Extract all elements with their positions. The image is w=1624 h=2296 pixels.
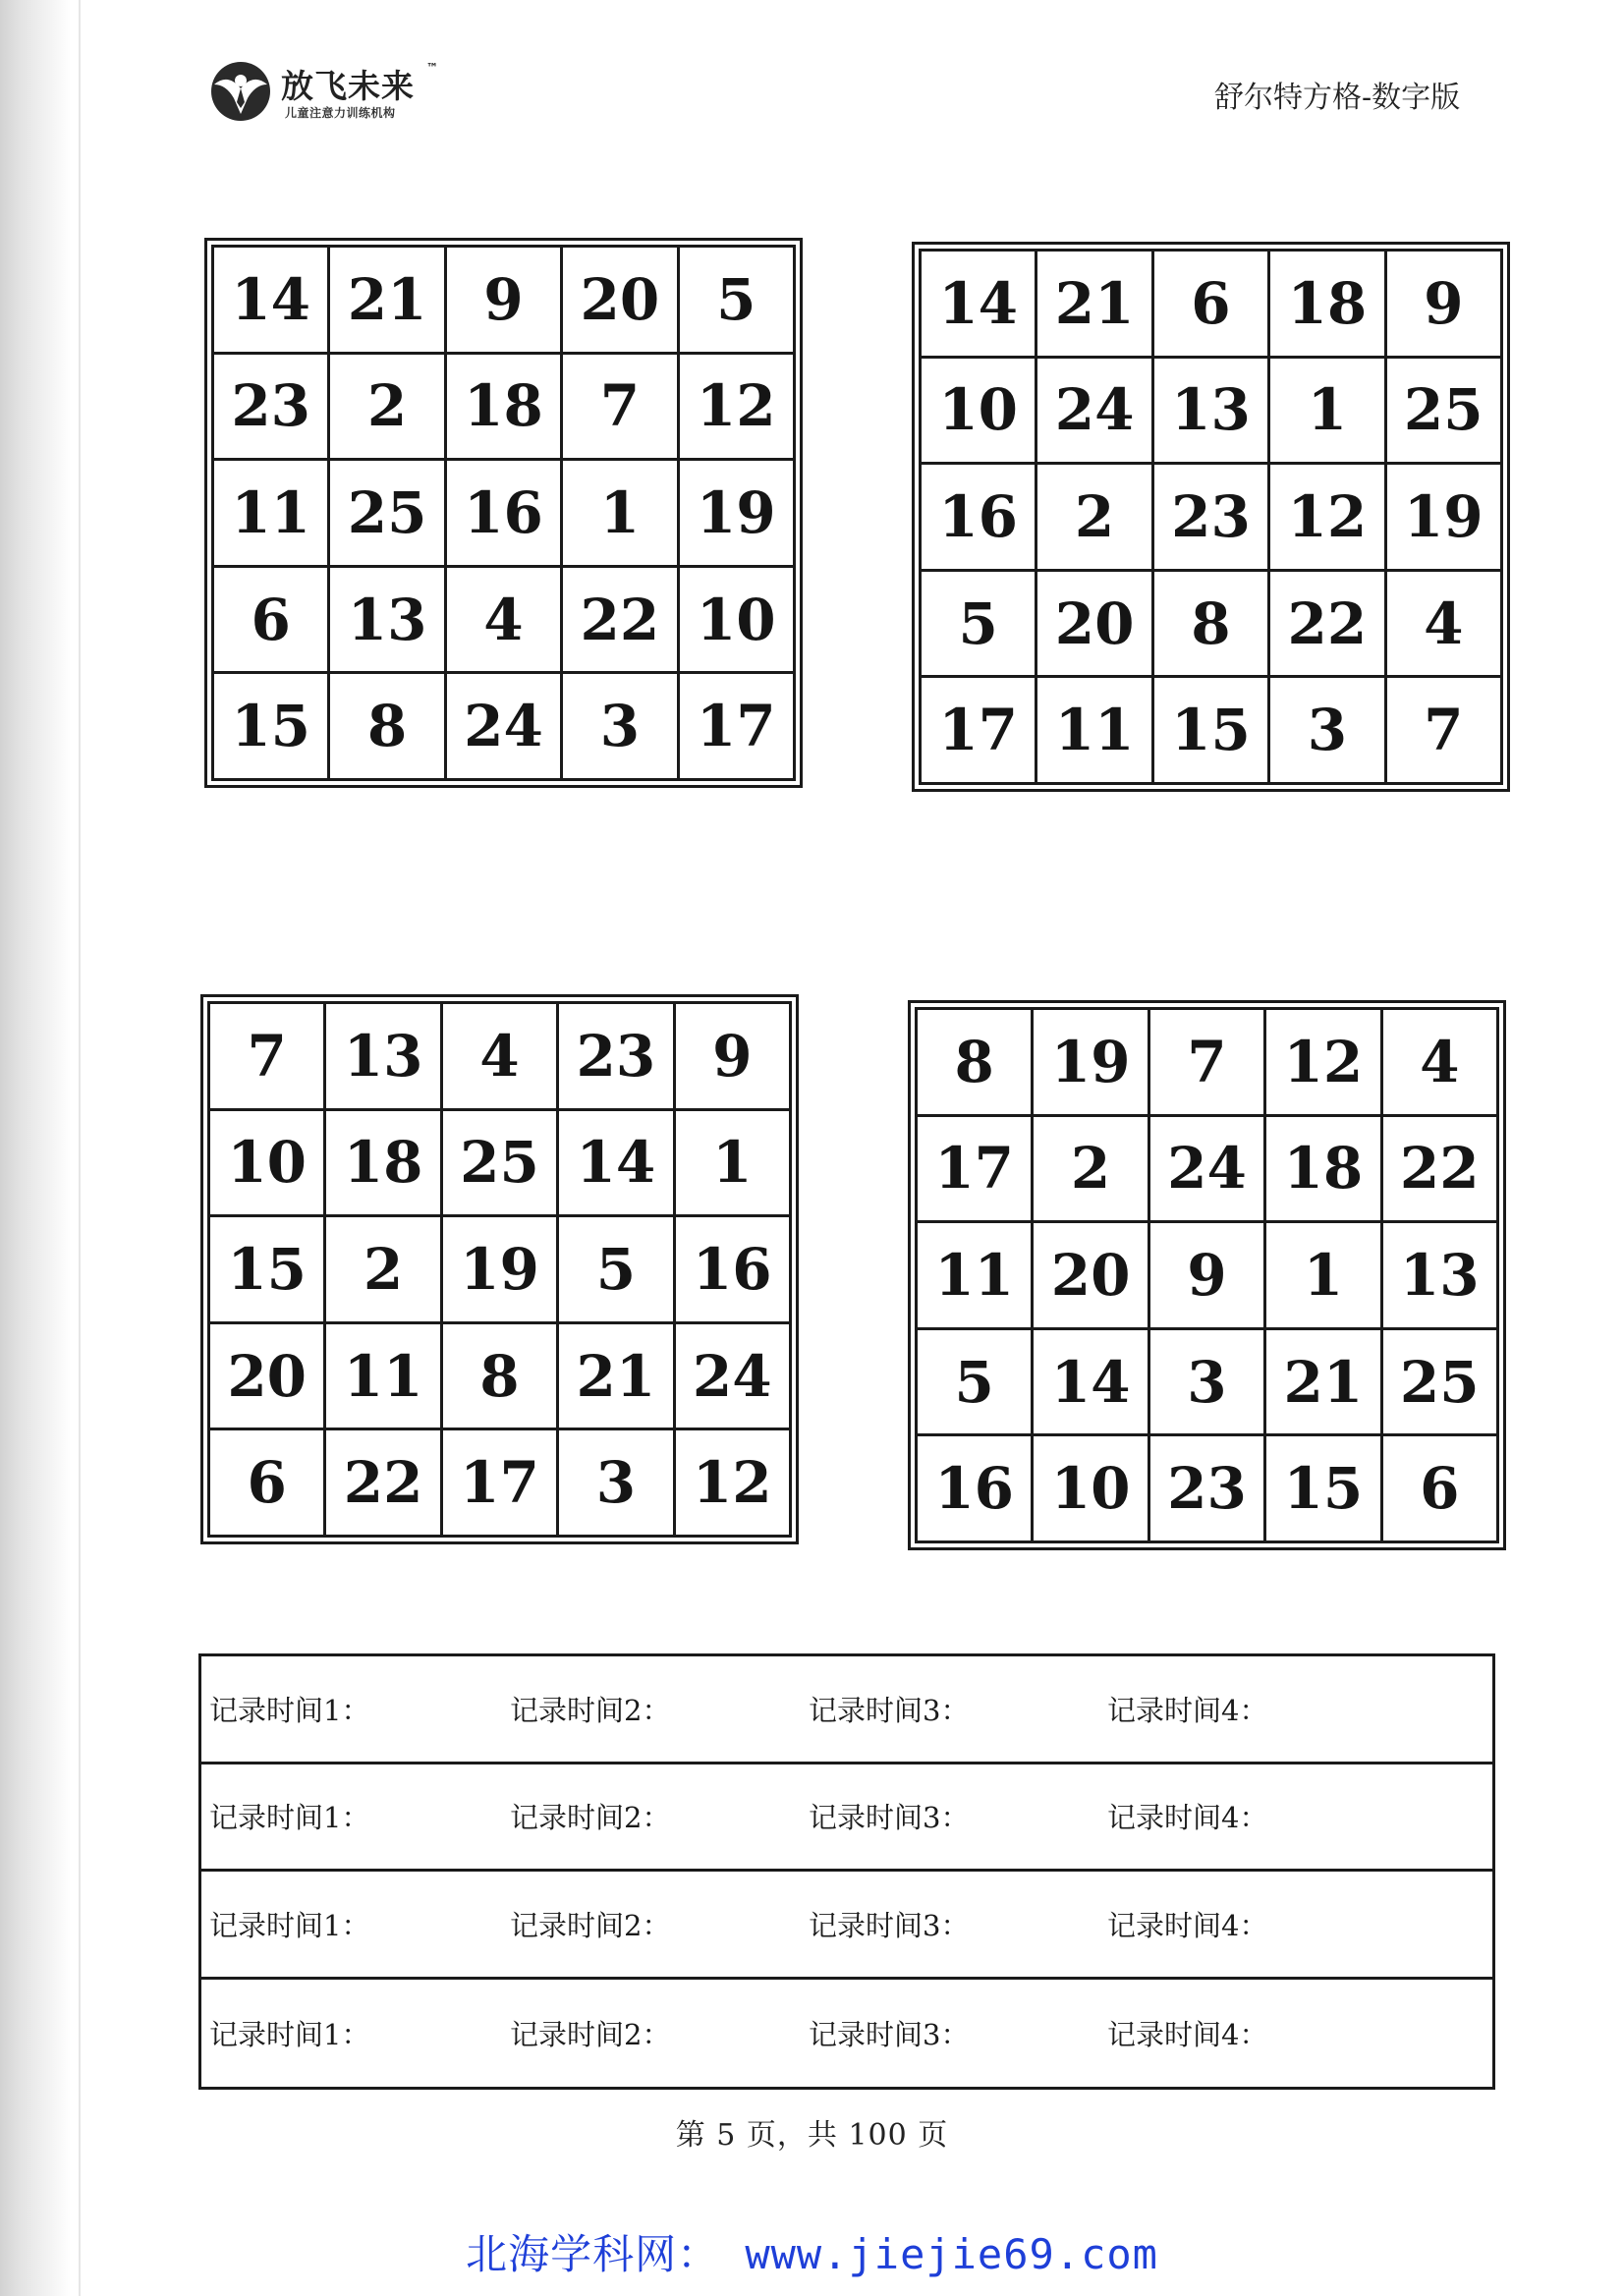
logo xyxy=(208,57,444,128)
grid-cell: 19 xyxy=(1033,1009,1148,1116)
grid-cell: 24 xyxy=(674,1322,790,1429)
grid-row xyxy=(921,251,1502,358)
grid-cell: 3 xyxy=(1269,677,1385,784)
grid-cell: 6 xyxy=(209,1429,325,1537)
grid-cell: 21 xyxy=(1036,251,1152,358)
grid-cell: 3 xyxy=(562,673,678,780)
grid-cell: 14 xyxy=(558,1109,674,1216)
schulte-grid-1 xyxy=(204,238,803,788)
grid-cell: 20 xyxy=(209,1322,325,1429)
record-time-4-field[interactable]: 记录时间4： xyxy=(1107,1908,1268,1942)
grid-cell: 6 xyxy=(213,566,329,673)
record-time-3-field[interactable]: 记录时间3： xyxy=(809,2017,970,2051)
grid-cell: 24 xyxy=(1036,357,1152,464)
grid-row xyxy=(213,460,795,567)
grid-cell: 20 xyxy=(562,247,678,354)
record-row xyxy=(201,1980,1492,2088)
grid-cell: 15 xyxy=(1265,1435,1381,1542)
grid-cell: 12 xyxy=(1269,464,1385,571)
grid-cell: 5 xyxy=(917,1328,1033,1435)
grid-cell: 20 xyxy=(1033,1222,1148,1329)
grid-cell: 23 xyxy=(1148,1435,1264,1542)
grid-cell: 9 xyxy=(445,247,561,354)
grid-cell: 19 xyxy=(678,460,794,567)
grid-cell: 9 xyxy=(1385,251,1501,358)
grid-cell: 23 xyxy=(558,1003,674,1110)
record-time-2-field[interactable]: 记录时间2： xyxy=(510,1693,671,1727)
grid-cell: 17 xyxy=(917,1115,1033,1222)
grid-cell: 15 xyxy=(1152,677,1268,784)
grid-row xyxy=(917,1009,1498,1116)
record-time-2-field[interactable]: 记录时间2： xyxy=(510,1908,671,1942)
record-row xyxy=(201,1764,1492,1873)
schulte-grid-4 xyxy=(908,1000,1506,1550)
grid-cell: 4 xyxy=(445,566,561,673)
record-time-3-field[interactable]: 记录时间3： xyxy=(809,1908,970,1942)
grid-table xyxy=(207,1001,792,1538)
grid-cell: 12 xyxy=(674,1429,790,1537)
grid-row xyxy=(213,673,795,780)
grid-cell: 25 xyxy=(441,1109,557,1216)
grid-cell: 25 xyxy=(329,460,445,567)
grid-cell: 15 xyxy=(209,1216,325,1323)
footer-watermark[interactable]: 北海学科网： www.jiejie69.com xyxy=(466,2230,1158,2278)
grid-row xyxy=(921,464,1502,571)
grid-cell: 9 xyxy=(674,1003,790,1110)
grid-table xyxy=(915,1007,1499,1543)
logo-trademark: ™ xyxy=(426,61,438,75)
grid-cell: 13 xyxy=(325,1003,441,1110)
logo-subtitle: 儿童注意力训练机构 xyxy=(285,106,396,120)
grid-table xyxy=(211,245,796,781)
grid-cell: 3 xyxy=(558,1429,674,1537)
grid-cell: 13 xyxy=(329,566,445,673)
grid-cell: 5 xyxy=(558,1216,674,1323)
grid-cell: 18 xyxy=(1265,1115,1381,1222)
scan-edge xyxy=(0,0,71,2296)
grid-cell: 11 xyxy=(213,460,329,567)
grid-cell: 7 xyxy=(209,1003,325,1110)
record-time-1-field[interactable]: 记录时间1： xyxy=(209,1801,370,1835)
grid-cell: 5 xyxy=(678,247,794,354)
grid-cell: 17 xyxy=(921,677,1036,784)
grid-row xyxy=(921,677,1502,784)
grid-cell: 6 xyxy=(1381,1435,1497,1542)
record-time-1-field[interactable]: 记录时间1： xyxy=(209,1908,370,1942)
grid-cell: 3 xyxy=(1148,1328,1264,1435)
grid-row xyxy=(209,1322,791,1429)
grid-cell: 10 xyxy=(921,357,1036,464)
grid-cell: 1 xyxy=(674,1109,790,1216)
grid-cell: 17 xyxy=(441,1429,557,1537)
eagle-logo-icon xyxy=(208,59,273,124)
grid-cell: 2 xyxy=(1036,464,1152,571)
grid-cell: 17 xyxy=(678,673,794,780)
grid-cell: 21 xyxy=(558,1322,674,1429)
grid-cell: 21 xyxy=(1265,1328,1381,1435)
grid-cell: 7 xyxy=(562,353,678,460)
grid-row xyxy=(917,1328,1498,1435)
grid-cell: 9 xyxy=(1148,1222,1264,1329)
grid-cell: 23 xyxy=(213,353,329,460)
grid-cell: 22 xyxy=(1381,1115,1497,1222)
grid-cell: 13 xyxy=(1152,357,1268,464)
grid-cell: 20 xyxy=(1036,570,1152,677)
page-number: 第 5 页，共 100 页 xyxy=(675,2118,949,2153)
record-time-4-field[interactable]: 记录时间4： xyxy=(1107,2017,1268,2051)
grid-cell: 18 xyxy=(325,1109,441,1216)
record-time-4-field[interactable]: 记录时间4： xyxy=(1107,1693,1268,1727)
grid-cell: 13 xyxy=(1381,1222,1497,1329)
grid-cell: 12 xyxy=(1265,1009,1381,1116)
grid-cell: 10 xyxy=(678,566,794,673)
grid-cell: 16 xyxy=(921,464,1036,571)
grid-row xyxy=(213,247,795,354)
grid-cell: 24 xyxy=(445,673,561,780)
record-time-1-field[interactable]: 记录时间1： xyxy=(209,1693,370,1727)
grid-row xyxy=(213,566,795,673)
grid-cell: 7 xyxy=(1148,1009,1264,1116)
record-time-1-field[interactable]: 记录时间1： xyxy=(209,2017,370,2051)
grid-cell: 21 xyxy=(329,247,445,354)
grid-cell: 14 xyxy=(921,251,1036,358)
grid-cell: 8 xyxy=(917,1009,1033,1116)
grid-row xyxy=(209,1003,791,1110)
grid-row xyxy=(917,1222,1498,1329)
grid-cell: 2 xyxy=(1033,1115,1148,1222)
grid-cell: 11 xyxy=(1036,677,1152,784)
grid-cell: 19 xyxy=(1385,464,1501,571)
record-row xyxy=(201,1872,1492,1980)
grid-row xyxy=(209,1429,791,1537)
grid-cell: 6 xyxy=(1152,251,1268,358)
grid-cell: 24 xyxy=(1148,1115,1264,1222)
record-time-table xyxy=(198,1653,1495,2090)
grid-cell: 2 xyxy=(325,1216,441,1323)
grid-cell: 11 xyxy=(325,1322,441,1429)
grid-cell: 8 xyxy=(441,1322,557,1429)
grid-cell: 10 xyxy=(1033,1435,1148,1542)
logo-title: 放飞未来 xyxy=(281,67,415,105)
grid-row xyxy=(917,1115,1498,1222)
grid-cell: 14 xyxy=(1033,1328,1148,1435)
grid-cell: 2 xyxy=(329,353,445,460)
grid-cell: 22 xyxy=(1269,570,1385,677)
grid-cell: 1 xyxy=(562,460,678,567)
record-time-2-field[interactable]: 记录时间2： xyxy=(510,2017,671,2051)
grid-cell: 16 xyxy=(445,460,561,567)
grid-cell: 1 xyxy=(1269,357,1385,464)
grid-cell: 25 xyxy=(1385,357,1501,464)
record-time-4-field[interactable]: 记录时间4： xyxy=(1107,1801,1268,1835)
schulte-grid-2 xyxy=(912,242,1510,792)
grid-cell: 12 xyxy=(678,353,794,460)
grid-cell: 16 xyxy=(917,1435,1033,1542)
grid-row xyxy=(209,1109,791,1216)
grid-cell: 15 xyxy=(213,673,329,780)
grid-cell: 16 xyxy=(674,1216,790,1323)
grid-row xyxy=(209,1216,791,1323)
grid-cell: 8 xyxy=(329,673,445,780)
record-time-3-field[interactable]: 记录时间3： xyxy=(809,1801,970,1835)
schulte-grid-3 xyxy=(200,994,799,1544)
grid-cell: 4 xyxy=(441,1003,557,1110)
grid-table xyxy=(919,249,1503,785)
grid-row xyxy=(917,1435,1498,1542)
grid-row xyxy=(921,357,1502,464)
grid-cell: 23 xyxy=(1152,464,1268,571)
grid-cell: 7 xyxy=(1385,677,1501,784)
grid-cell: 10 xyxy=(209,1109,325,1216)
grid-cell: 19 xyxy=(441,1216,557,1323)
grid-row xyxy=(213,353,795,460)
grid-cell: 18 xyxy=(445,353,561,460)
grid-cell: 22 xyxy=(562,566,678,673)
document-title: 舒尔特方格-数字版 xyxy=(1214,81,1461,115)
grid-cell: 18 xyxy=(1269,251,1385,358)
grid-cell: 8 xyxy=(1152,570,1268,677)
grid-cell: 25 xyxy=(1381,1328,1497,1435)
record-time-3-field[interactable]: 记录时间3： xyxy=(809,1693,970,1727)
grid-cell: 11 xyxy=(917,1222,1033,1329)
grid-cell: 4 xyxy=(1381,1009,1497,1116)
grid-cell: 1 xyxy=(1265,1222,1381,1329)
grid-cell: 5 xyxy=(921,570,1036,677)
grid-row xyxy=(921,570,1502,677)
record-time-2-field[interactable]: 记录时间2： xyxy=(510,1801,671,1835)
grid-cell: 22 xyxy=(325,1429,441,1537)
scan-line xyxy=(79,0,81,2296)
grid-cell: 4 xyxy=(1385,570,1501,677)
record-row xyxy=(201,1656,1492,1764)
grid-cell: 14 xyxy=(213,247,329,354)
